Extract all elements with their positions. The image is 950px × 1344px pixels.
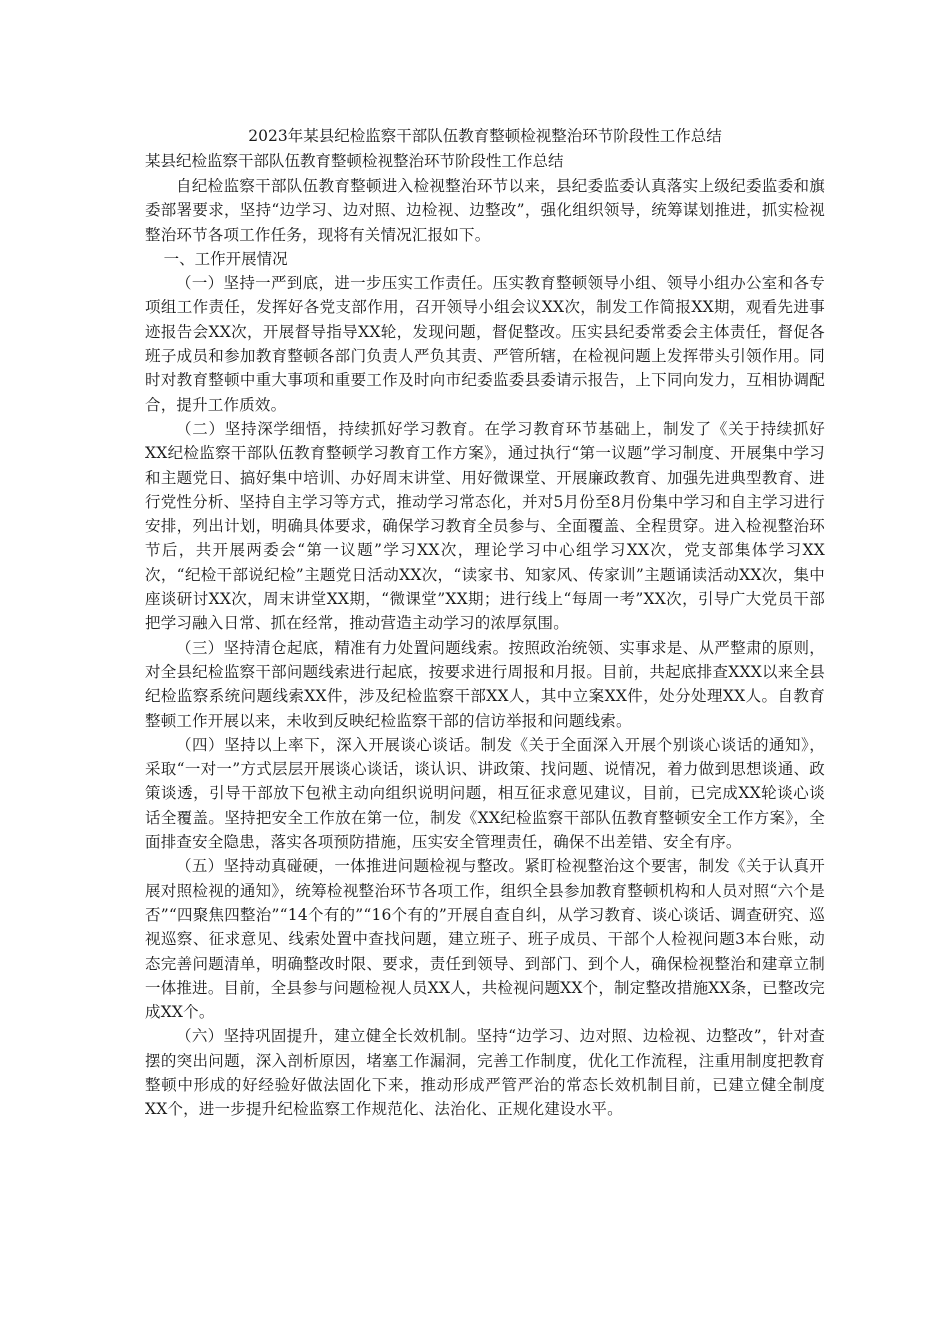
paragraph-4: （四）坚持以上率下，深入开展谈心谈话。制发《关于全面深入开展个别谈心谈话的通知》，采取“一对一”方式层层开展谈心谈话，谈认识、讲政策、找问题、说情况，着力做到思想谈通、政策谈透，引导干部放下包袱主动向组织说明问题，相互征求意见建议，目前，已完成XX轮谈心谈话全覆盖。坚持把安全工作放在第一位，制发《XX纪检监察干部队伍教育整顿安全工作方案》，全面排查安全隐患，落实各项预防措施，压实安全管理责任，确保不出差错、安全有序。	[145, 735, 825, 852]
document-subtitle: 某县纪检监察干部队伍教育整顿检视整治环节阶段性工作总结	[145, 152, 564, 170]
paragraph-1: （一）坚持一严到底，进一步压实工作责任。压实教育整顿领导小组、领导小组办公室和各专项组工作责任，发挥好各党支部作用，召开领导小组会议XX次，制发工作简报XX期，观看先进事迹报告会XX次，开展督导指导XX轮，发现问题，督促整改。压实县纪委常委会主体责任，督促各班子成员和参加教育整顿各部门负责人严负其责、严管所辖，在检视问题上发挥带头引领作用。同时对教育整顿中重大事项和重要工作及时向市纪委监委县委请示报告，上下同向发力，互相协调配合，提升工作质效。	[145, 274, 825, 414]
document-page	[145, 124, 825, 1122]
document-title: 2023年某县纪检监察干部队伍教育整顿检视整治环节阶段性工作总结	[248, 127, 722, 145]
section-heading: 一、工作开展情况	[163, 249, 288, 268]
paragraph-6: （六）坚持巩固提升，建立健全长效机制。坚持“边学习、边对照、边检视、边整改”，针对查摆的突出问题，深入剖析原因，堵塞工作漏洞，完善工作制度，优化工作流程，注重用制度把教育整顿中形成的好经验好做法固化下来，推动形成严管严治的常态长效机制目前，已建立健全制度XX个，进一步提升纪检监察工作规范化、法治化、正规化建设水平。	[145, 1027, 825, 1119]
paragraph-3: （三）坚持清仓起底，精准有力处置问题线索。按照政治统领、实事求是、从严整肃的原则，对全县纪检监察干部问题线索进行起底，按要求进行周报和月报。目前，共起底排查XXX以来全县纪检监察系统问题线索XX件，涉及纪检监察干部XX人，其中立案XX件，处分处理XX人。自教育整顿工作开展以来，未收到反映纪检监察干部的信访举报和问题线索。	[145, 638, 825, 730]
paragraph-2: （二）坚持深学细悟，持续抓好学习教育。在学习教育环节基础上，制发了《关于持续抓好XX纪检监察干部队伍教育整顿学习教育工作方案》，通过执行“第一议题”学习制度、开展集中学习和主题党日、搞好集中培训、办好周末讲堂、用好微课堂、开展廉政教育、加强先进典型教育、进行党性分析、坚持自主学习等方式，推动学习常态化，并对5月份至8月份集中学习和自主学习进行安排，列出计划，明确具体要求，确保学习教育全员参与、全面覆盖、全程贯穿。进入检视整治环节后，共开展两委会“第一议题”学习XX次，理论学习中心组学习XX次，党支部集体学习XX次，“纪检干部说纪检”主题党日活动XX次，“读家书、知家风、传家训”主题诵读活动XX次，集中座谈研讨XX次，周末讲堂XX期，“微课堂”XX期；进行线上“每周一考”XX次，引导广大党员干部把学习融入日常、抓在经常，推动营造主动学习的浓厚氛围。	[145, 419, 825, 633]
paragraph-5: （五）坚持动真碰硬，一体推进问题检视与整改。紧盯检视整治这个要害，制发《关于认真开展对照检视的通知》，统筹检视整治环节各项工作，组织全县参加教育整顿机构和人员对照“六个是否”“四聚焦四整治”“14个有的”“16个有的”开展自查自纠，从学习教育、谈心谈话、调查研究、巡视巡察、征求意见、线索处置中查找问题，建立班子、班子成员、干部个人检视问题3本台账，动态完善问题清单，明确整改时限、要求，责任到领导、到部门、到个人，确保检视整治和建章立制一体推进。目前，全县参与问题检视人员XX人，共检视问题XX个，制定整改措施XX条，已整改完成XX个。	[145, 857, 825, 1022]
intro-paragraph: 自纪检监察干部队伍教育整顿进入检视整治环节以来，县纪委监委认真落实上级纪委监委和旗委部署要求，坚持“边学习、边对照、边检视、边整改”，强化组织领导，统筹谋划推进，抓实检视整治环节各项工作任务，现将有关情况汇报如下。	[145, 177, 825, 244]
